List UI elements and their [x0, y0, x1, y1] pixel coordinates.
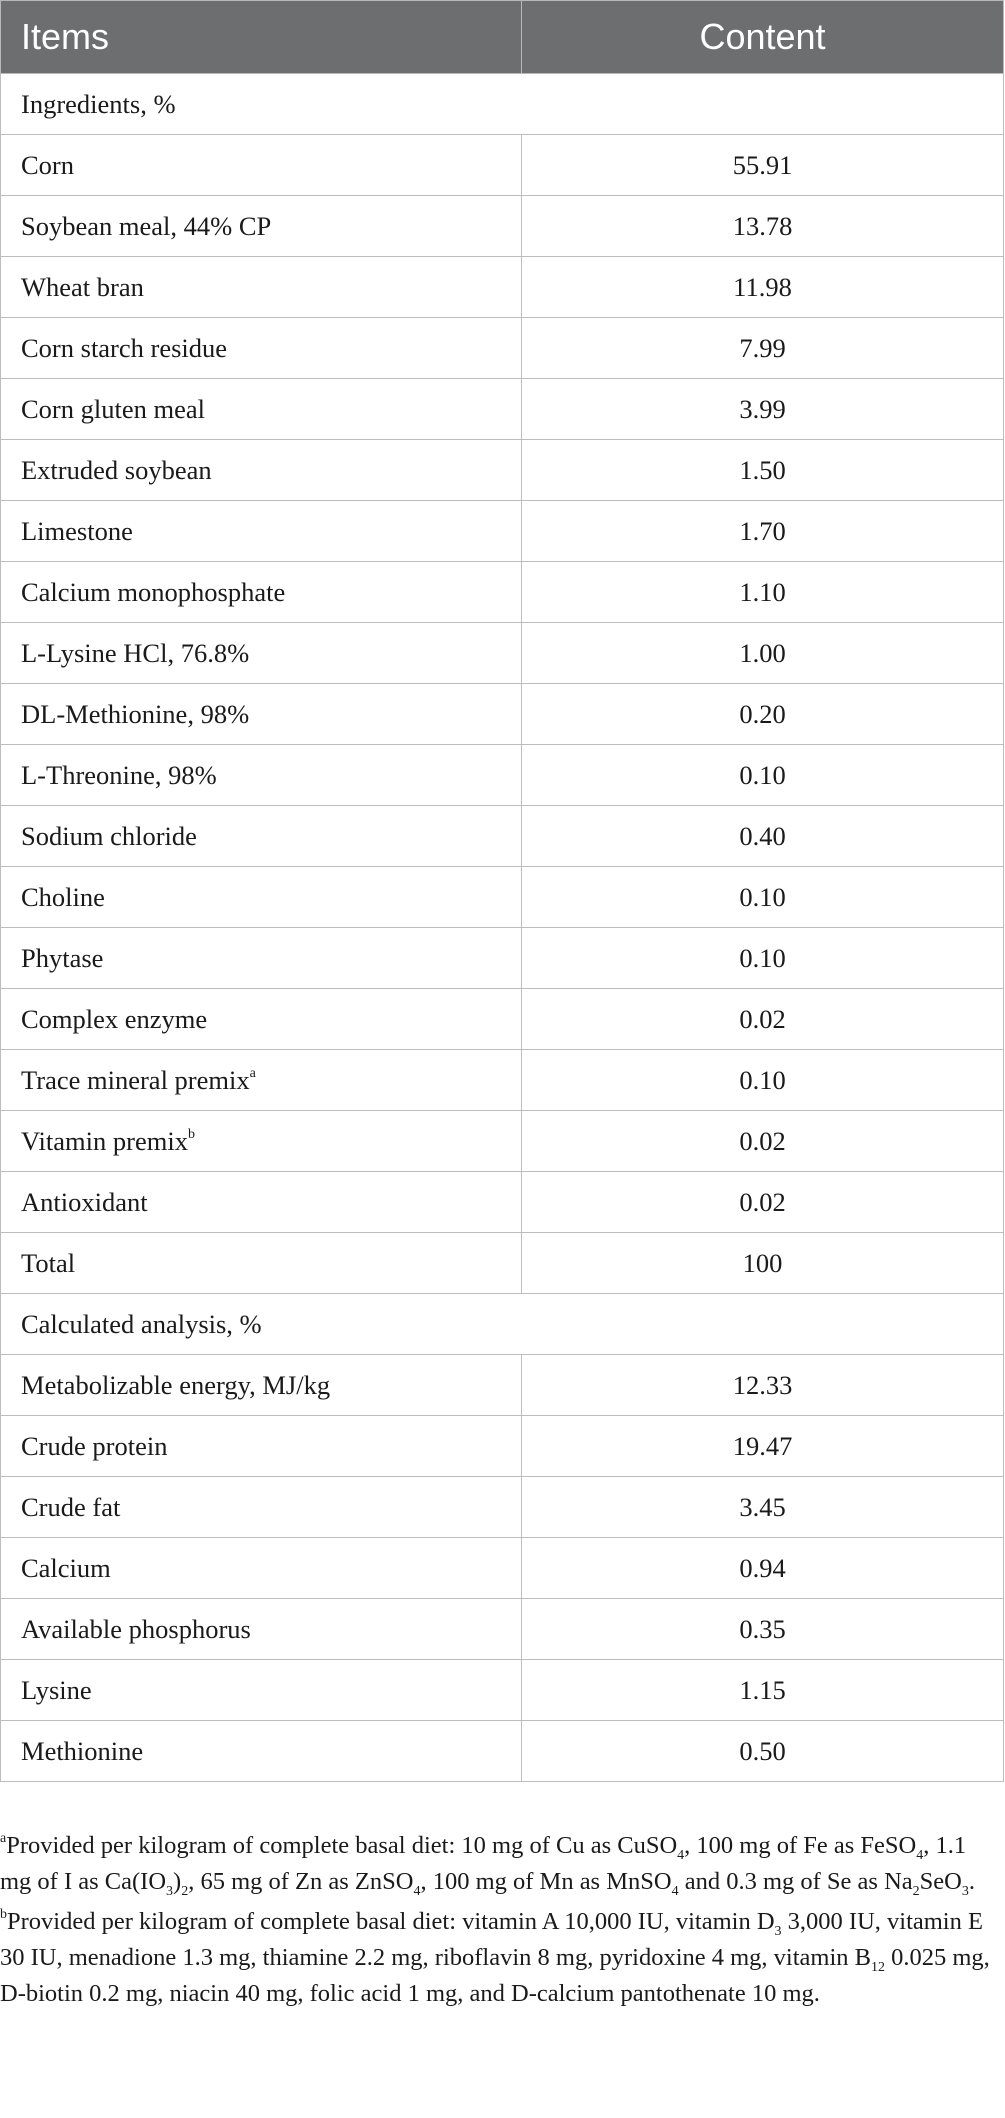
table-row [1, 257, 1004, 318]
row-label: Total [21, 1247, 76, 1278]
row-value: 1.50 [522, 440, 1004, 501]
row-value: 13.78 [522, 196, 1004, 257]
row-label-cell [1, 1050, 522, 1111]
row-label-cell [1, 989, 522, 1050]
row-label-cell [1, 1172, 522, 1233]
row-label-cell [1, 1355, 522, 1416]
table-row [1, 1050, 1004, 1111]
row-label-cell [1, 318, 522, 379]
row-value: 0.02 [522, 1111, 1004, 1172]
table-row [1, 745, 1004, 806]
row-label: Crude protein [21, 1430, 168, 1461]
footnote-marker: b [187, 1126, 195, 1142]
row-value: 1.00 [522, 623, 1004, 684]
table-row [1, 1172, 1004, 1233]
row-label: Available phosphorus [21, 1613, 251, 1644]
table-row [1, 989, 1004, 1050]
table-row [1, 806, 1004, 867]
footnote-marker: a [249, 1065, 256, 1081]
row-label-cell [1, 623, 522, 684]
section-header-row [1, 74, 1004, 135]
section-header-row [1, 1294, 1004, 1355]
row-value: 12.33 [522, 1355, 1004, 1416]
table-row [1, 1599, 1004, 1660]
table-row [1, 1111, 1004, 1172]
row-label: Extruded soybean [21, 454, 212, 485]
row-value: 0.02 [522, 989, 1004, 1050]
table-row [1, 501, 1004, 562]
table-row [1, 440, 1004, 501]
items-column-header: Items [1, 1, 522, 74]
row-label-cell [1, 257, 522, 318]
row-label: Calcium [21, 1552, 111, 1583]
row-label-cell [1, 745, 522, 806]
row-label-cell [1, 684, 522, 745]
row-value: 0.10 [522, 928, 1004, 989]
row-label: Crude fat [21, 1491, 121, 1522]
footnote-b-mark: b [0, 1906, 7, 1922]
table-row [1, 135, 1004, 196]
row-label: L-Lysine HCl, 76.8% [21, 637, 250, 668]
row-value: 3.45 [522, 1477, 1004, 1538]
table-row [1, 928, 1004, 989]
row-value: 0.94 [522, 1538, 1004, 1599]
row-label: Corn gluten meal [21, 393, 205, 424]
row-label-cell [1, 806, 522, 867]
row-label: Soybean meal, 44% CP [21, 210, 272, 241]
content-column-header: Content [522, 1, 1004, 74]
row-value: 7.99 [522, 318, 1004, 379]
section-title: Calculated analysis, % [1, 1294, 1004, 1355]
row-label: Limestone [21, 515, 133, 546]
row-label: Wheat bran [21, 271, 144, 302]
row-label: Complex enzyme [21, 1003, 208, 1034]
row-value: 0.35 [522, 1599, 1004, 1660]
row-label-cell [1, 1416, 522, 1477]
row-label-cell [1, 1721, 522, 1782]
footnote-a: $^a$Provided per kilogram of complete basal diet: 10 mg of Cu as CuSO$_4$, 100 mg of Fe as FeSO$_4$, 1.1 mg of I as $Ca(IO_3)_2$, 65 mg of Zn as ZnSO$_4$, 100 mg of Mn as MnSO$_4$ and 0.3 mg of Se as $Na_2SeO_3$. [0, 1830, 975, 1899]
row-label: Metabolizable energy, MJ/kg [21, 1369, 331, 1400]
row-value: 55.91 [522, 135, 1004, 196]
footnote-b: $^b$Provided per kilogram of complete basal diet: vitamin A 10,000 IU, vitamin $D_3$ 3,000 IU, vitamin E 30 IU, menadione 1.3 mg, thiamine 2.2 mg, riboflavin 8 mg, pyridoxine 4 mg, vitamin $B_{12}$ 0.025 mg, D-biotin 0.2 mg, niacin 40 mg, folic acid 1 mg, and D-calcium pantothenate 10 mg. [0, 1906, 990, 2007]
table-row [1, 1660, 1004, 1721]
table-row [1, 1416, 1004, 1477]
row-label: Corn [21, 149, 74, 180]
row-label-cell [1, 501, 522, 562]
row-value: 11.98 [522, 257, 1004, 318]
row-label-cell [1, 196, 522, 257]
row-value: 100 [522, 1233, 1004, 1294]
table-header-row [1, 1, 1004, 74]
footnote-a-mark: a [0, 1830, 7, 1846]
row-label: DL-Methionine, 98% [21, 698, 250, 729]
row-label-cell [1, 1111, 522, 1172]
row-value: 19.47 [522, 1416, 1004, 1477]
row-value: 0.10 [522, 1050, 1004, 1111]
row-label: Choline [21, 881, 105, 912]
table-row [1, 684, 1004, 745]
row-value: 0.10 [522, 867, 1004, 928]
row-label-cell [1, 379, 522, 440]
row-label-cell [1, 440, 522, 501]
row-label: Antioxidant [21, 1186, 148, 1217]
row-label-cell [1, 1599, 522, 1660]
row-label: Corn starch residue [21, 332, 228, 363]
row-label-cell [1, 1233, 522, 1294]
table-row [1, 1233, 1004, 1294]
row-value: 0.10 [522, 745, 1004, 806]
row-label: Lysine [21, 1674, 92, 1705]
table-row [1, 379, 1004, 440]
row-value: 0.20 [522, 684, 1004, 745]
row-label: Trace mineral premix [21, 1064, 250, 1095]
row-label-cell [1, 562, 522, 623]
section-title: Ingredients, % [1, 74, 1004, 135]
row-value: 3.99 [522, 379, 1004, 440]
row-label: Methionine [21, 1735, 144, 1766]
row-label-cell [1, 1538, 522, 1599]
row-label: Vitamin premix [21, 1125, 188, 1156]
table-row [1, 623, 1004, 684]
row-label-cell [1, 928, 522, 989]
row-label-cell [1, 135, 522, 196]
table-body [1, 74, 1004, 1782]
table-row [1, 562, 1004, 623]
row-label-cell [1, 867, 522, 928]
row-value: 1.15 [522, 1660, 1004, 1721]
table-row [1, 867, 1004, 928]
table-row [1, 1355, 1004, 1416]
table-row [1, 1538, 1004, 1599]
row-label-cell [1, 1477, 522, 1538]
row-value: 1.10 [522, 562, 1004, 623]
row-label: Phytase [21, 942, 104, 973]
row-value: 0.50 [522, 1721, 1004, 1782]
row-label: L-Threonine, 98% [21, 759, 217, 790]
table-row [1, 318, 1004, 379]
row-label-cell [1, 1660, 522, 1721]
row-value: 0.40 [522, 806, 1004, 867]
row-label: Calcium monophosphate [21, 576, 286, 607]
footnotes [0, 1828, 1000, 2012]
row-value: 1.70 [522, 501, 1004, 562]
table-row [1, 196, 1004, 257]
table-row [1, 1721, 1004, 1782]
table-row [1, 1477, 1004, 1538]
row-label: Sodium chloride [21, 820, 197, 851]
row-value: 0.02 [522, 1172, 1004, 1233]
